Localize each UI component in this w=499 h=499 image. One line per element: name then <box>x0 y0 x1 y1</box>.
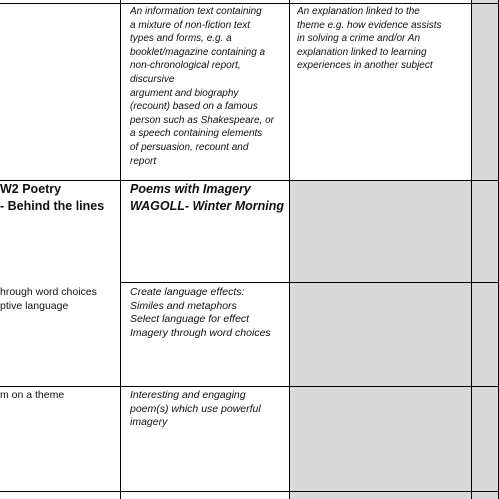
text-line: Similes and metaphors <box>130 299 237 312</box>
text-line: theme e.g. how evidence assists <box>297 19 442 31</box>
genre-title-line: WAGOLL- Winter Morning <box>130 199 285 213</box>
text-line: imagery <box>130 416 168 428</box>
text-line: poem(s) which use powerful <box>130 402 261 415</box>
shaded-cell-poetry-col4 <box>471 180 499 499</box>
text-line: discursive <box>130 73 175 85</box>
grid-line-v3 <box>471 0 472 499</box>
text-line: An explanation linked to the <box>297 6 420 17</box>
unit-title-cell <box>0 181 119 215</box>
text-line: experiences in another subject <box>297 60 433 72</box>
unit-title-line: - Behind the lines <box>0 199 105 213</box>
shaded-cell-top-right <box>471 0 499 180</box>
outcome-cell <box>130 389 288 430</box>
text-line: a mixture of non-fiction text <box>130 19 251 31</box>
text-line: (recount) based on a famous <box>130 101 258 113</box>
text-line: a speech containing elements <box>130 128 263 140</box>
text-line: of persuasion, recount and <box>130 141 249 153</box>
grid-line-v2 <box>289 0 290 499</box>
text-line: m on a theme <box>0 389 65 401</box>
explanation-text-cell <box>297 5 469 73</box>
grid-line-h2 <box>120 282 499 283</box>
skills-cell <box>0 285 119 313</box>
info-text-cell <box>130 5 288 168</box>
theme-cell <box>0 388 119 402</box>
text-line: Interesting and engaging <box>130 389 246 401</box>
unit-title-line: W2 Poetry <box>0 182 62 196</box>
text-line: argument and biography <box>130 87 239 99</box>
genre-title-line: Poems with Imagery <box>130 182 251 196</box>
text-line: Create language effects: <box>130 286 245 298</box>
language-effects-cell <box>130 286 288 340</box>
text-line: ptive language <box>0 300 69 312</box>
text-line: person such as Shakespeare, or <box>130 114 274 126</box>
text-line: non-chronological report, <box>130 60 241 72</box>
text-line: Select language for effect <box>130 313 250 325</box>
grid-line-v1 <box>120 0 121 499</box>
text-line: report <box>130 155 157 167</box>
grid-line-top <box>0 3 499 4</box>
text-line: An information text containing <box>130 6 262 17</box>
text-line: explanation linked to learning <box>297 46 427 58</box>
text-line: in solving a crime and/or An <box>297 33 421 45</box>
text-line: Imagery through word choices <box>130 326 271 339</box>
grid-line-h3 <box>0 386 499 387</box>
shaded-cell-poetry-col3 <box>289 180 471 499</box>
text-line: types and forms, e.g. a <box>130 33 232 45</box>
text-line: hrough word choices <box>0 286 97 298</box>
text-line: booklet/magazine containing a <box>130 46 266 58</box>
genre-title-cell <box>130 181 288 215</box>
grid-line-bottom <box>0 491 499 492</box>
